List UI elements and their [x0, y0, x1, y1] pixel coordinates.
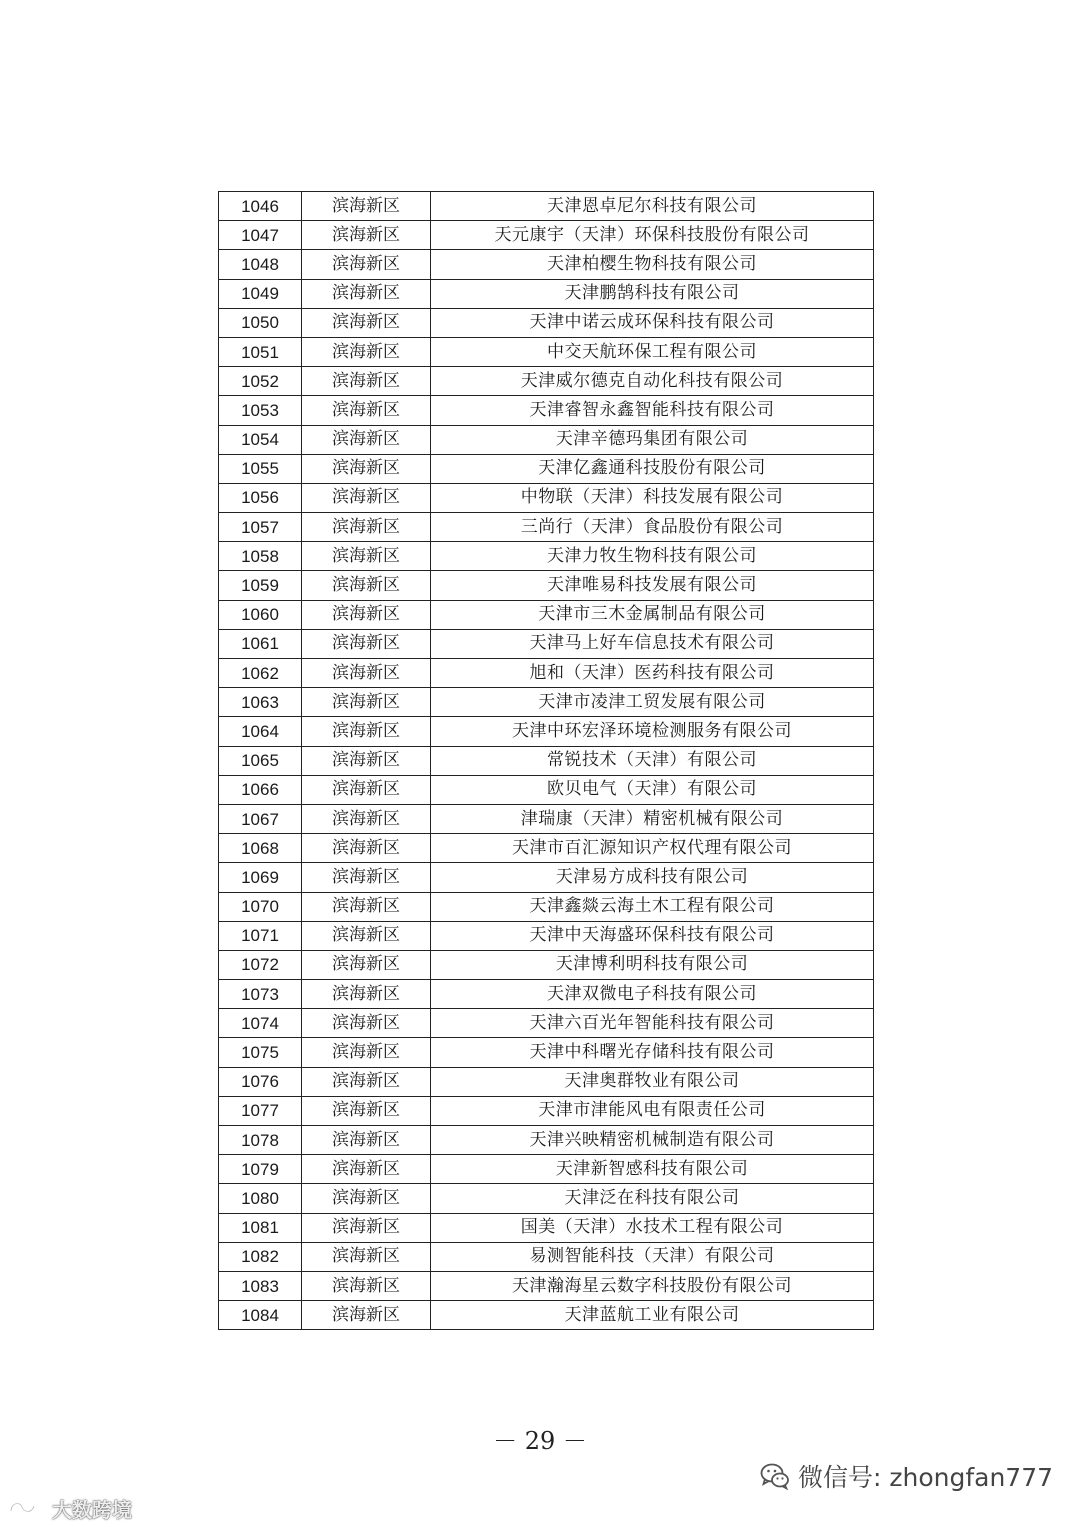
table-row [219, 659, 874, 688]
table-row [219, 834, 874, 863]
company-name-cell: 天津亿鑫通科技股份有限公司 [431, 454, 874, 483]
district-cell: 滨海新区 [302, 367, 431, 396]
table-row [219, 1096, 874, 1125]
district-cell: 滨海新区 [302, 1155, 431, 1184]
company-name-cell: 天津中环宏泽环境检测服务有限公司 [431, 717, 874, 746]
row-number-cell: 1060 [219, 600, 302, 629]
row-number-cell: 1063 [219, 688, 302, 717]
table-row [219, 396, 874, 425]
company-name-cell: 天津鹏鹄科技有限公司 [431, 279, 874, 308]
company-name-cell: 天津瀚海星云数字科技股份有限公司 [431, 1271, 874, 1300]
company-name-cell: 津瑞康（天津）精密机械有限公司 [431, 804, 874, 833]
district-cell: 滨海新区 [302, 980, 431, 1009]
company-name-cell: 天津马上好车信息技术有限公司 [431, 629, 874, 658]
table-row [219, 980, 874, 1009]
table-row [219, 863, 874, 892]
row-number-cell: 1050 [219, 308, 302, 337]
source-logo-icon [8, 1497, 48, 1519]
district-cell: 滨海新区 [302, 1096, 431, 1125]
district-cell: 滨海新区 [302, 1271, 431, 1300]
row-number-cell: 1081 [219, 1213, 302, 1242]
company-name-cell: 中交天航环保工程有限公司 [431, 337, 874, 366]
company-name-cell: 天津中天海盛环保科技有限公司 [431, 921, 874, 950]
company-name-cell: 天津博利明科技有限公司 [431, 950, 874, 979]
table-row [219, 1126, 874, 1155]
wechat-icon [760, 1462, 790, 1490]
company-name-cell: 天津中诺云成环保科技有限公司 [431, 308, 874, 337]
row-number-cell: 1049 [219, 279, 302, 308]
row-number-cell: 1069 [219, 863, 302, 892]
row-number-cell: 1082 [219, 1242, 302, 1271]
company-name-cell: 天津睿智永鑫智能科技有限公司 [431, 396, 874, 425]
table-row [219, 571, 874, 600]
district-cell: 滨海新区 [302, 950, 431, 979]
row-number-cell: 1070 [219, 892, 302, 921]
row-number-cell: 1057 [219, 513, 302, 542]
row-number-cell: 1077 [219, 1096, 302, 1125]
district-cell: 滨海新区 [302, 571, 431, 600]
district-cell: 滨海新区 [302, 279, 431, 308]
table-row [219, 1155, 874, 1184]
table-row [219, 308, 874, 337]
row-number-cell: 1083 [219, 1271, 302, 1300]
table-row [219, 775, 874, 804]
district-cell: 滨海新区 [302, 1184, 431, 1213]
district-cell: 滨海新区 [302, 921, 431, 950]
page-number: － 29 － [493, 1427, 587, 1455]
table-row [219, 1038, 874, 1067]
district-cell: 滨海新区 [302, 717, 431, 746]
company-name-cell: 易测智能科技（天津）有限公司 [431, 1242, 874, 1271]
table-row [219, 483, 874, 512]
table-row [219, 337, 874, 366]
table-row [219, 513, 874, 542]
row-number-cell: 1062 [219, 659, 302, 688]
wechat-watermark [760, 1458, 1053, 1494]
table-row [219, 1301, 874, 1330]
table-row [219, 454, 874, 483]
company-name-cell: 天元康宇（天津）环保科技股份有限公司 [431, 221, 874, 250]
table-row [219, 1009, 874, 1038]
row-number-cell: 1051 [219, 337, 302, 366]
wechat-id-text: 微信号: zhongfan777 [798, 1463, 1054, 1492]
table-row [219, 746, 874, 775]
district-cell: 滨海新区 [302, 396, 431, 425]
district-cell: 滨海新区 [302, 863, 431, 892]
district-cell: 滨海新区 [302, 775, 431, 804]
row-number-cell: 1046 [219, 192, 302, 221]
company-name-cell: 天津泛在科技有限公司 [431, 1184, 874, 1213]
company-name-cell: 常锐技术（天津）有限公司 [431, 746, 874, 775]
row-number-cell: 1072 [219, 950, 302, 979]
table-row [219, 250, 874, 279]
row-number-cell: 1071 [219, 921, 302, 950]
district-cell: 滨海新区 [302, 629, 431, 658]
district-cell: 滨海新区 [302, 425, 431, 454]
table-row [219, 717, 874, 746]
table-row [219, 542, 874, 571]
row-number-cell: 1056 [219, 483, 302, 512]
row-number-cell: 1054 [219, 425, 302, 454]
company-name-cell: 天津奥群牧业有限公司 [431, 1067, 874, 1096]
company-name-cell: 国美（天津）水技术工程有限公司 [431, 1213, 874, 1242]
source-watermark [8, 1494, 132, 1522]
district-cell: 滨海新区 [302, 1301, 431, 1330]
row-number-cell: 1067 [219, 804, 302, 833]
company-name-cell: 天津市三木金属制品有限公司 [431, 600, 874, 629]
row-number-cell: 1075 [219, 1038, 302, 1067]
district-cell: 滨海新区 [302, 542, 431, 571]
company-name-cell: 天津新智感科技有限公司 [431, 1155, 874, 1184]
row-number-cell: 1068 [219, 834, 302, 863]
table-row [219, 279, 874, 308]
row-number-cell: 1064 [219, 717, 302, 746]
row-number-cell: 1059 [219, 571, 302, 600]
table-row [219, 804, 874, 833]
district-cell: 滨海新区 [302, 337, 431, 366]
table-row [219, 629, 874, 658]
company-name-cell: 天津六百光年智能科技有限公司 [431, 1009, 874, 1038]
district-cell: 滨海新区 [302, 659, 431, 688]
district-cell: 滨海新区 [302, 804, 431, 833]
district-cell: 滨海新区 [302, 250, 431, 279]
table-row [219, 921, 874, 950]
table-row [219, 1184, 874, 1213]
district-cell: 滨海新区 [302, 1213, 431, 1242]
row-number-cell: 1076 [219, 1067, 302, 1096]
company-name-cell: 三尚行（天津）食品股份有限公司 [431, 513, 874, 542]
table-row [219, 600, 874, 629]
company-name-cell: 旭和（天津）医药科技有限公司 [431, 659, 874, 688]
company-name-cell: 天津易方成科技有限公司 [431, 863, 874, 892]
company-list-body [219, 192, 874, 1330]
company-name-cell: 天津柏樱生物科技有限公司 [431, 250, 874, 279]
company-name-cell: 天津兴映精密机械制造有限公司 [431, 1126, 874, 1155]
row-number-cell: 1074 [219, 1009, 302, 1038]
row-number-cell: 1084 [219, 1301, 302, 1330]
table-row [219, 1067, 874, 1096]
company-name-cell: 天津力牧生物科技有限公司 [431, 542, 874, 571]
table-row [219, 425, 874, 454]
company-name-cell: 天津恩卓尼尔科技有限公司 [431, 192, 874, 221]
row-number-cell: 1078 [219, 1126, 302, 1155]
table-row [219, 221, 874, 250]
district-cell: 滨海新区 [302, 1009, 431, 1038]
source-text: 大数跨境 [52, 1497, 132, 1522]
row-number-cell: 1055 [219, 454, 302, 483]
table-row [219, 1271, 874, 1300]
district-cell: 滨海新区 [302, 1038, 431, 1067]
row-number-cell: 1080 [219, 1184, 302, 1213]
district-cell: 滨海新区 [302, 688, 431, 717]
company-name-cell: 天津市津能风电有限责任公司 [431, 1096, 874, 1125]
company-name-cell: 天津唯易科技发展有限公司 [431, 571, 874, 600]
district-cell: 滨海新区 [302, 834, 431, 863]
district-cell: 滨海新区 [302, 1242, 431, 1271]
row-number-cell: 1065 [219, 746, 302, 775]
district-cell: 滨海新区 [302, 892, 431, 921]
row-number-cell: 1066 [219, 775, 302, 804]
district-cell: 滨海新区 [302, 600, 431, 629]
table-row [219, 1242, 874, 1271]
district-cell: 滨海新区 [302, 746, 431, 775]
company-name-cell: 天津双微电子科技有限公司 [431, 980, 874, 1009]
row-number-cell: 1079 [219, 1155, 302, 1184]
row-number-cell: 1048 [219, 250, 302, 279]
row-number-cell: 1052 [219, 367, 302, 396]
table-row [219, 892, 874, 921]
district-cell: 滨海新区 [302, 192, 431, 221]
table-row [219, 688, 874, 717]
company-name-cell: 天津鑫燚云海土木工程有限公司 [431, 892, 874, 921]
row-number-cell: 1073 [219, 980, 302, 1009]
table-row [219, 192, 874, 221]
district-cell: 滨海新区 [302, 454, 431, 483]
company-name-cell: 欧贝电气（天津）有限公司 [431, 775, 874, 804]
row-number-cell: 1047 [219, 221, 302, 250]
row-number-cell: 1053 [219, 396, 302, 425]
district-cell: 滨海新区 [302, 1126, 431, 1155]
company-name-cell: 天津中科曙光存储科技有限公司 [431, 1038, 874, 1067]
company-name-cell: 天津威尔德克自动化科技有限公司 [431, 367, 874, 396]
company-list-table [218, 191, 874, 1330]
table-row [219, 367, 874, 396]
district-cell: 滨海新区 [302, 483, 431, 512]
district-cell: 滨海新区 [302, 308, 431, 337]
district-cell: 滨海新区 [302, 513, 431, 542]
district-cell: 滨海新区 [302, 1067, 431, 1096]
district-cell: 滨海新区 [302, 221, 431, 250]
company-name-cell: 天津蓝航工业有限公司 [431, 1301, 874, 1330]
company-name-cell: 天津市百汇源知识产权代理有限公司 [431, 834, 874, 863]
company-name-cell: 天津辛德玛集团有限公司 [431, 425, 874, 454]
table-row [219, 1213, 874, 1242]
company-name-cell: 天津市凌津工贸发展有限公司 [431, 688, 874, 717]
table-row [219, 950, 874, 979]
row-number-cell: 1061 [219, 629, 302, 658]
company-name-cell: 中物联（天津）科技发展有限公司 [431, 483, 874, 512]
row-number-cell: 1058 [219, 542, 302, 571]
